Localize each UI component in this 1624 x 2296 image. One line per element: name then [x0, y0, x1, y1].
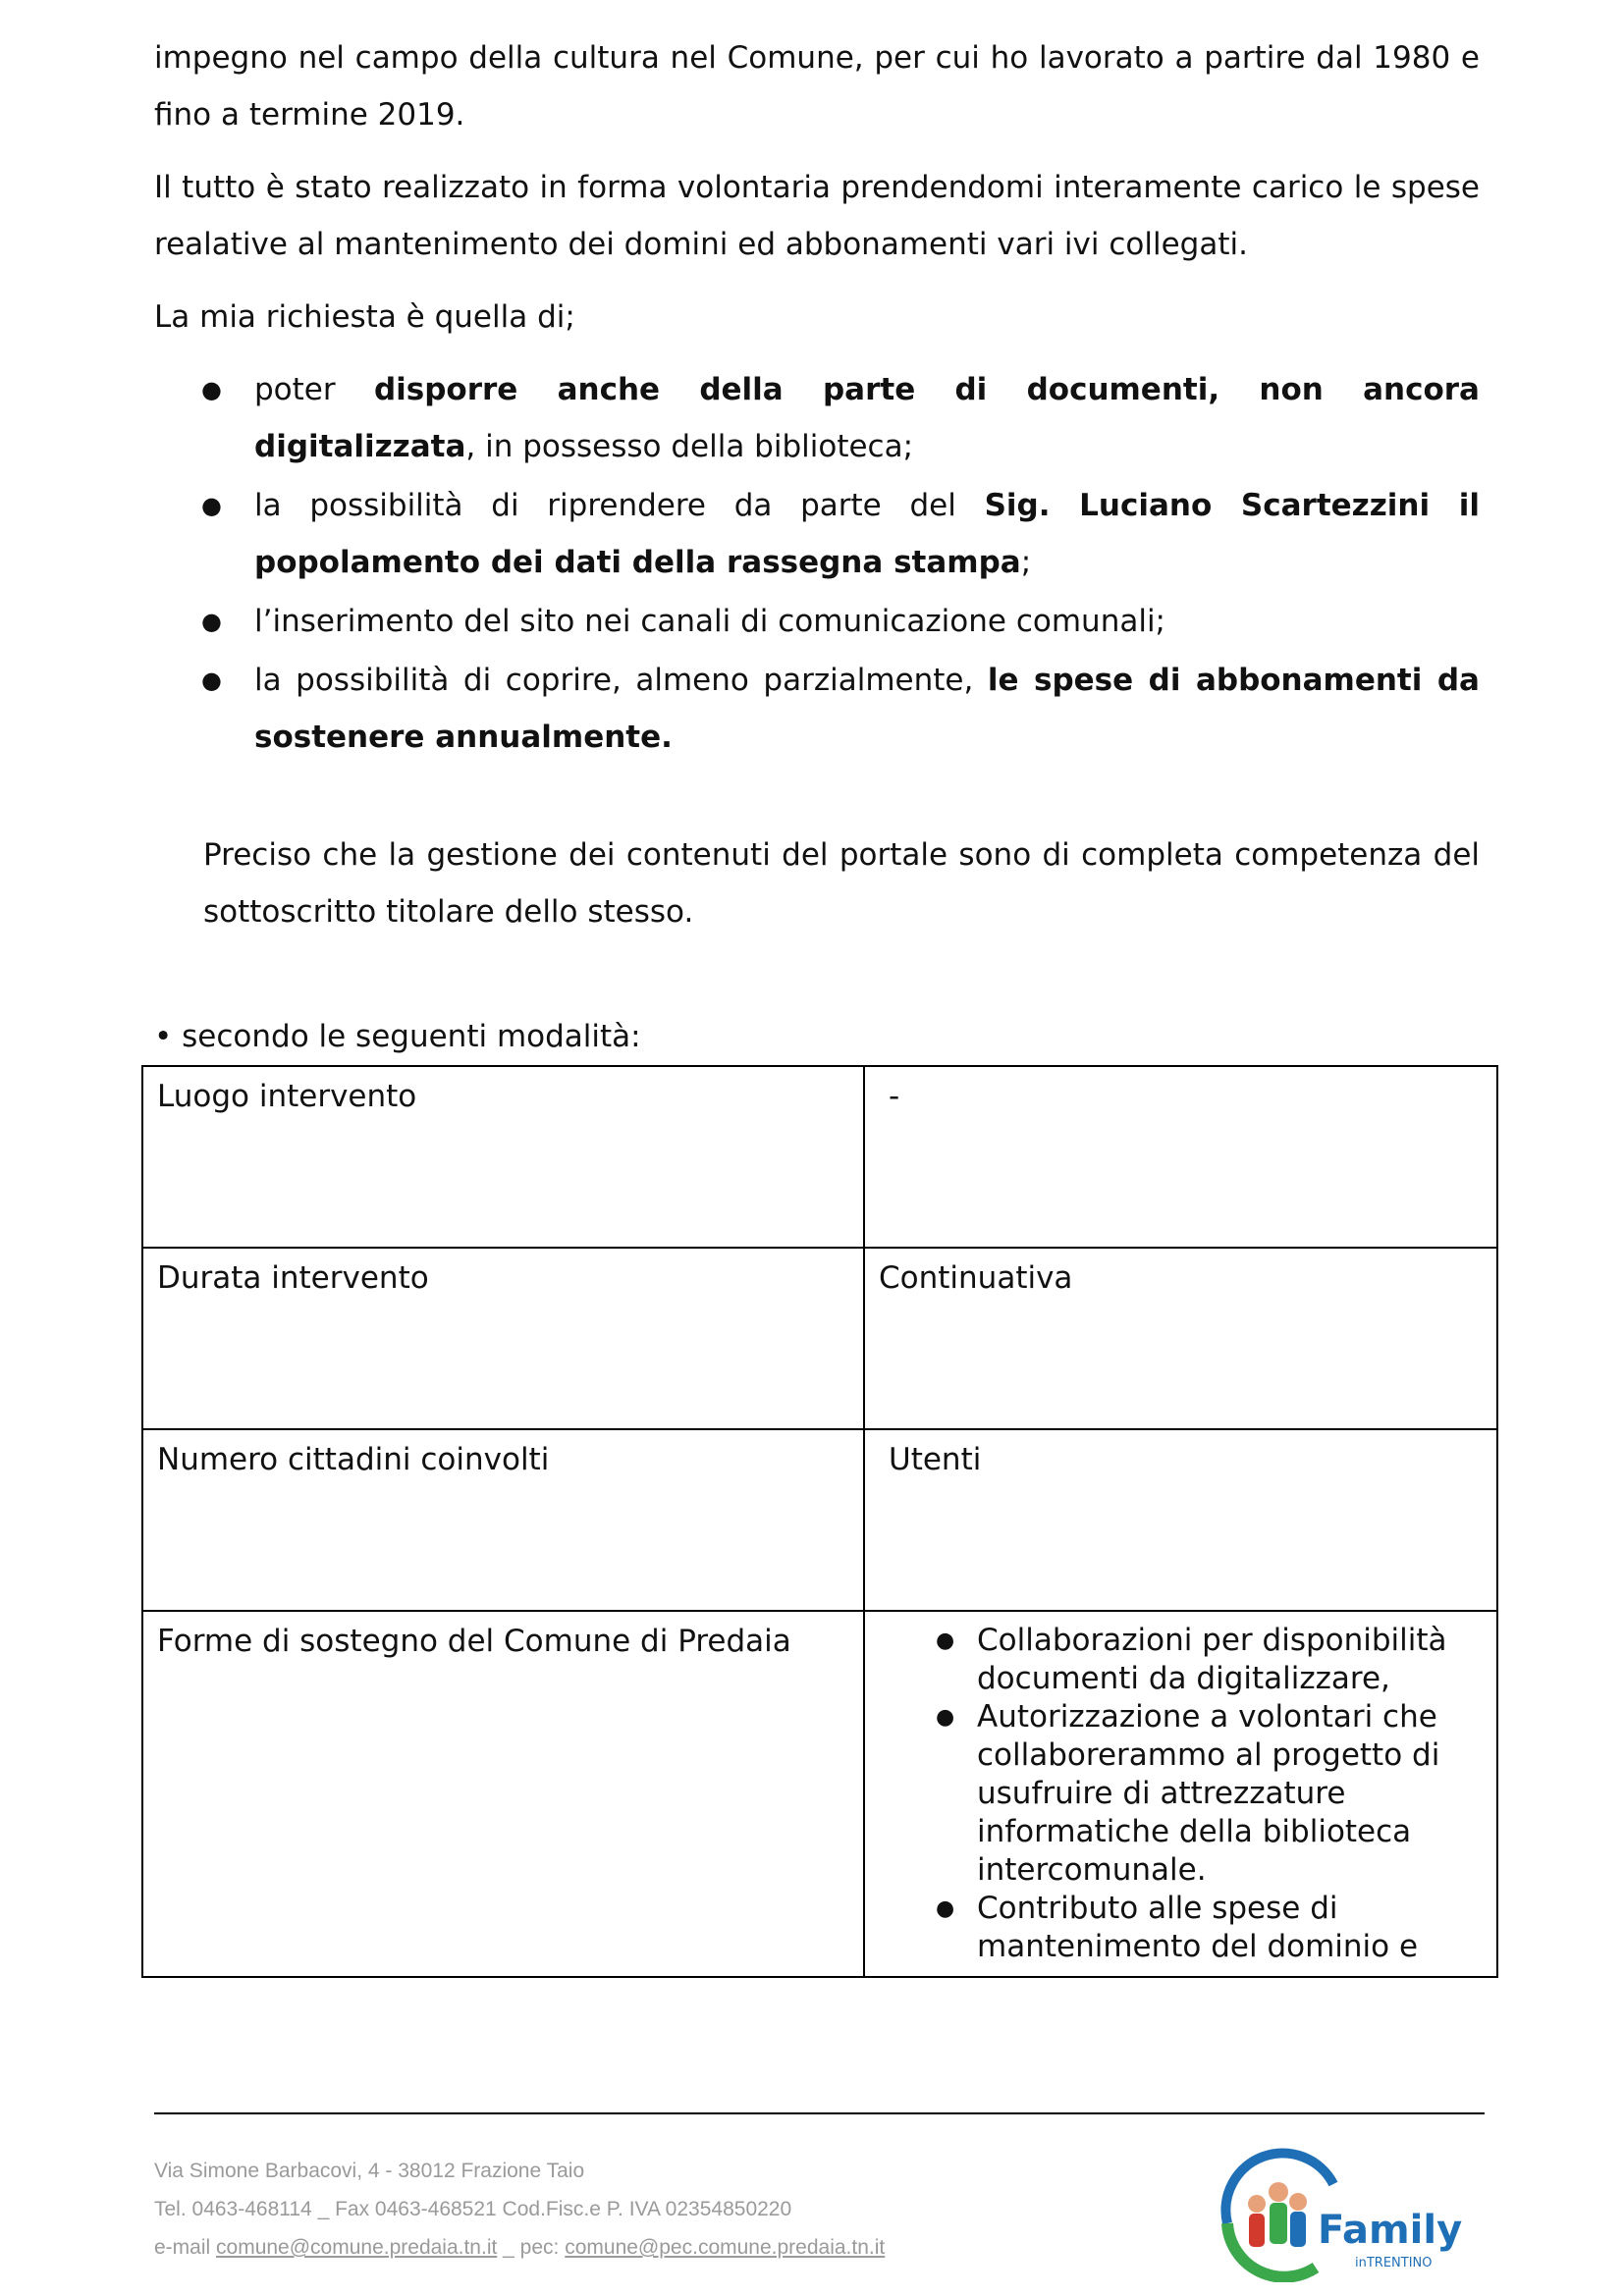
- table-row: [142, 1611, 1497, 1977]
- svg-text:inTRENTINO: inTRENTINO: [1355, 2256, 1433, 2270]
- bullet-icon: ●: [936, 1705, 955, 1730]
- footer-divider: [154, 2112, 1485, 2114]
- list-item: ● Autorizzazione a volontari che collaborerammo al progetto di usufruire di attrezzature informatiche della biblioteca intercomunale.: [936, 1699, 1440, 1888]
- bullet-icon: ●: [201, 608, 222, 635]
- row-label: Durata intervento: [142, 1248, 864, 1429]
- request-list: [154, 361, 1480, 768]
- list-item: ● Collaborazioni per disponibilità documenti da digitalizzare,: [936, 1623, 1447, 1696]
- paragraph-volunteer: Il tutto è stato realizzato in forma volontaria prendendomi interamente carico le spese realative al mantenimento dei domini ed abbonamenti vari ivi collegati.: [154, 170, 1480, 262]
- bullet-icon: ●: [201, 492, 222, 519]
- bullet-icon: ●: [201, 667, 222, 694]
- list-item: ● poter disporre anche della parte di documenti, non ancora digitalizzata, in possesso della biblioteca;: [154, 361, 1480, 475]
- table-row: [142, 1248, 1497, 1429]
- row-value: [864, 1611, 1497, 1977]
- list-item: ● Contributo alle spese di mantenimento del dominio e: [936, 1891, 1419, 1964]
- email-link[interactable]: comune@comune.predaia.tn.it: [216, 2236, 498, 2259]
- paragraph-request-lead: La mia richiesta è quella di;: [154, 299, 575, 335]
- footer-email-line: e-mail comune@comune.predaia.tn.it _ pec: comune@pec.comune.predaia.tn.it: [154, 2236, 886, 2259]
- row-value: Utenti: [864, 1429, 1497, 1611]
- bullet-icon: ●: [201, 376, 222, 403]
- paragraph-clarification: Preciso che la gestione dei contenuti del portale sono di completa competenza del sottoscritto titolare dello stesso.: [203, 837, 1480, 930]
- row-label: Forme di sostegno del Comune di Predaia: [142, 1611, 864, 1977]
- row-value: Continuativa: [864, 1248, 1497, 1429]
- table-intro: • secondo le seguenti modalità:: [154, 1019, 641, 1054]
- row-value: -: [864, 1066, 1497, 1248]
- family-logo-icon: [1218, 2145, 1463, 2282]
- footer-phone: Tel. 0463-468114 _ Fax 0463-468521 Cod.Fisc.e P. IVA 02354850220: [154, 2198, 792, 2220]
- bullet-icon: ●: [936, 1629, 955, 1653]
- pec-link[interactable]: comune@pec.comune.predaia.tn.it: [565, 2236, 886, 2259]
- row-label: Numero cittadini coinvolti: [142, 1429, 864, 1611]
- support-list: [879, 1622, 1447, 1966]
- table-row: [142, 1066, 1497, 1248]
- list-item: ● l’inserimento del sito nei canali di comunicazione comunali;: [154, 593, 1480, 650]
- modalities-table: [141, 1065, 1498, 1978]
- paragraph-intro: impegno nel campo della cultura nel Comune, per cui ho lavorato a partire dal 1980 e fino a termine 2019.: [154, 40, 1480, 133]
- row-label: Luogo intervento: [142, 1066, 864, 1248]
- footer-contacts: [154, 2152, 885, 2267]
- footer-address: Via Simone Barbacovi, 4 - 38012 Frazione Taio: [154, 2160, 585, 2182]
- list-item: ● la possibilità di riprendere da parte del Sig. Luciano Scartezzini il popolamento dei dati della rassegna stampa;: [154, 477, 1480, 591]
- bullet-icon: ●: [936, 1896, 955, 1921]
- svg-text:Family: Family: [1318, 2208, 1463, 2253]
- family-trentino-logo: [1218, 2145, 1463, 2282]
- list-item: ● la possibilità di coprire, almeno parzialmente, le spese di abbonamenti da sostenere annualmente.: [154, 652, 1480, 766]
- table-row: [142, 1429, 1497, 1611]
